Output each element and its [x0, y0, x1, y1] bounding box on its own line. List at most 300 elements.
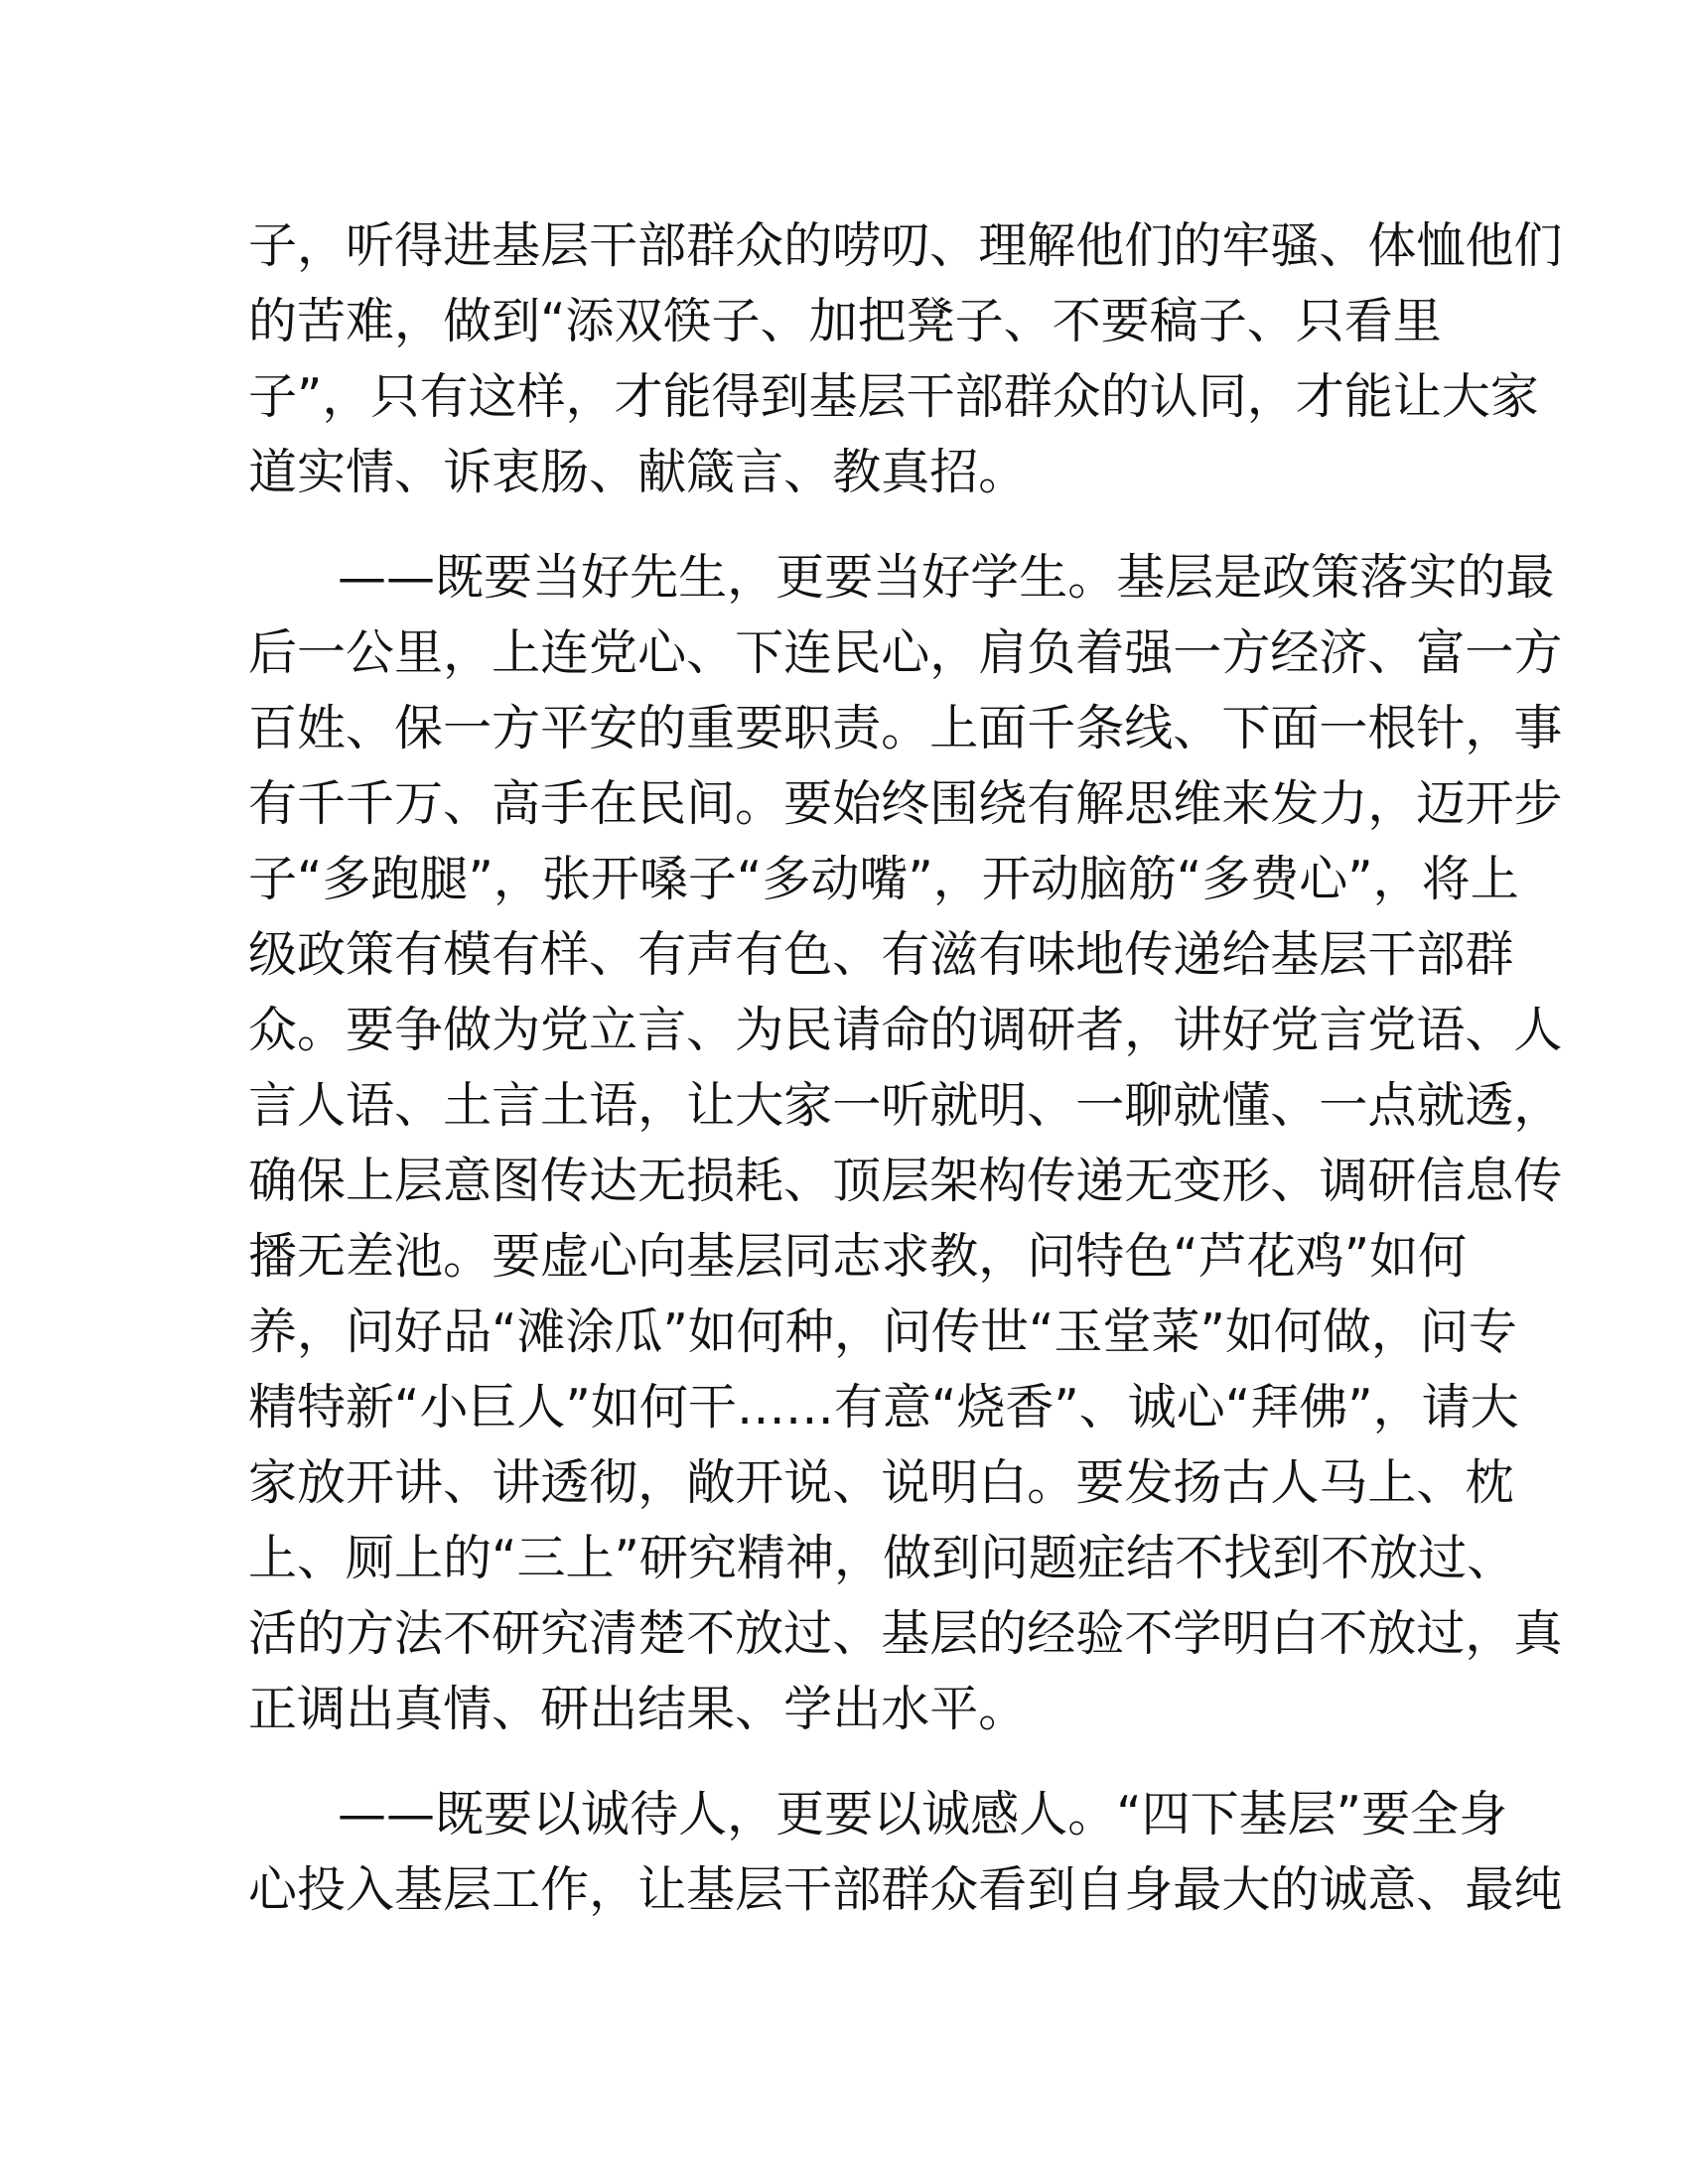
text-glyph: 经: [1270, 624, 1320, 681]
text-glyph: 。: [735, 775, 784, 832]
text-glyph: 绕: [978, 775, 1028, 832]
text-line: [248, 1219, 1468, 1295]
text-glyph: 、: [760, 293, 809, 349]
text-glyph: ，: [932, 851, 982, 907]
text-glyph: 凳: [906, 293, 955, 349]
text-glyph: “: [492, 1530, 517, 1586]
text-glyph: 。: [1067, 549, 1117, 606]
text-glyph: ，: [1246, 368, 1296, 425]
text-glyph: 要: [1100, 293, 1150, 349]
text-glyph: 添: [565, 293, 615, 349]
text-glyph: 干: [589, 217, 638, 274]
text-glyph: 不: [1319, 1605, 1368, 1662]
text-glyph: 党: [589, 624, 638, 681]
text-glyph: 、: [1467, 1530, 1516, 1586]
text-glyph: 箴: [686, 444, 736, 500]
text-glyph: 千: [297, 775, 347, 832]
text-glyph: 围: [929, 775, 979, 832]
text-glyph: 保: [297, 1153, 347, 1209]
text-glyph: 部: [832, 1861, 882, 1918]
text-glyph: 开: [735, 1454, 784, 1511]
text-glyph: 如: [1224, 1303, 1274, 1360]
paragraph-gap: [248, 1747, 1440, 1777]
text-glyph: 好: [1221, 1002, 1271, 1058]
text-glyph: 声: [686, 926, 736, 983]
text-glyph: 当: [873, 549, 922, 606]
text-glyph: 放: [1369, 1530, 1419, 1586]
text-glyph: 献: [637, 444, 687, 500]
text-glyph: ，: [833, 1530, 883, 1586]
text-glyph: 里: [394, 624, 444, 681]
text-glyph: 让: [686, 1077, 736, 1134]
text-glyph: 、: [1367, 624, 1417, 681]
text-glyph: 要: [492, 1228, 541, 1285]
text-glyph: 验: [1075, 1605, 1125, 1662]
text-glyph: “: [1029, 1303, 1055, 1360]
text-glyph: 。: [1027, 1454, 1076, 1511]
text-glyph: 真: [394, 1681, 444, 1737]
text-line: [248, 540, 1555, 615]
text-glyph: 当: [532, 549, 582, 606]
text-glyph: 厕: [346, 1530, 395, 1586]
text-glyph: 传: [1513, 1153, 1563, 1209]
text-glyph: 做: [1322, 1303, 1371, 1360]
text-glyph: 香: [1005, 1379, 1055, 1435]
text-glyph: 他: [1075, 217, 1125, 274]
text-glyph: 纯: [1513, 1861, 1563, 1918]
text-glyph: 子: [248, 851, 298, 907]
text-glyph: 既: [435, 549, 485, 606]
text-glyph: 实: [297, 444, 347, 500]
text-glyph: ，: [1372, 1379, 1422, 1435]
text-glyph: 彻: [589, 1454, 638, 1511]
text-glyph: 要: [1361, 1786, 1411, 1843]
text-glyph: ，: [727, 549, 776, 606]
text-glyph: 到: [760, 368, 809, 425]
text-glyph: 上: [1367, 1454, 1417, 1511]
text-glyph: 大: [735, 1077, 784, 1134]
text-glyph: 的: [1457, 549, 1506, 606]
text-glyph: 根: [1367, 700, 1417, 756]
text-line: [248, 1852, 1563, 1928]
text-glyph: 层: [735, 1228, 784, 1285]
text-glyph: ，: [1513, 1077, 1563, 1134]
text-glyph: 开: [1465, 775, 1514, 832]
text-glyph: 责: [832, 700, 882, 756]
text-glyph: 明: [978, 1077, 1028, 1134]
text-glyph: 唠: [832, 217, 882, 274]
text-glyph: 给: [1221, 926, 1271, 983]
text-glyph: 如: [1369, 1228, 1419, 1285]
text-glyph: 要: [824, 1786, 874, 1843]
text-glyph: 这: [468, 368, 517, 425]
text-glyph: 出: [346, 1681, 395, 1737]
text-glyph: ，: [978, 1228, 1028, 1285]
text-glyph: 才: [1295, 368, 1344, 425]
text-glyph: 他: [1465, 217, 1514, 274]
text-glyph: 职: [783, 700, 833, 756]
text-glyph: 群: [1465, 926, 1514, 983]
text-glyph: 有: [419, 368, 469, 425]
text-glyph: 意: [882, 1379, 931, 1435]
text-glyph: 。: [978, 444, 1028, 500]
text-glyph: 色: [783, 926, 833, 983]
text-glyph: 百: [248, 700, 298, 756]
text-glyph: 的: [637, 700, 687, 756]
text-glyph: 上: [1470, 851, 1519, 907]
text-glyph: 到: [1272, 1530, 1322, 1586]
text-glyph: 安: [589, 700, 638, 756]
text-glyph: 变: [1173, 1153, 1222, 1209]
text-glyph: 得: [394, 217, 444, 274]
text-glyph: 解: [1027, 217, 1076, 274]
text-line: [248, 917, 1514, 993]
text-glyph: 实: [1408, 549, 1458, 606]
text-glyph: 思: [1124, 775, 1174, 832]
text-glyph: 干: [687, 1379, 737, 1435]
text-glyph: …: [784, 1379, 834, 1435]
text-glyph: 双: [614, 293, 663, 349]
text-glyph: 的: [978, 1605, 1028, 1662]
text-glyph: 情: [443, 1681, 492, 1737]
text-glyph: 得: [711, 368, 761, 425]
text-glyph: 马: [1319, 1454, 1368, 1511]
text-glyph: 特: [1075, 1228, 1125, 1285]
text-glyph: 心: [881, 624, 930, 681]
paragraph-1: [248, 208, 1563, 510]
text-glyph: “: [736, 851, 763, 907]
text-glyph: —: [386, 549, 435, 606]
text-glyph: 以: [532, 1786, 582, 1843]
text-glyph: 基: [881, 1605, 930, 1662]
text-glyph: 、: [394, 1077, 444, 1134]
text-glyph: 多: [322, 851, 371, 907]
text-glyph: 到: [492, 293, 541, 349]
text-glyph: 经: [1027, 1605, 1076, 1662]
text-glyph: 差: [346, 1228, 395, 1285]
text-glyph: 堂: [1102, 1303, 1152, 1360]
text-glyph: 子: [954, 293, 1004, 349]
text-line: [248, 1596, 1563, 1672]
text-glyph: 待: [630, 1786, 679, 1843]
text-glyph: 下: [735, 624, 784, 681]
text-glyph: 腿: [419, 851, 469, 907]
text-glyph: 筋: [1127, 851, 1177, 907]
text-glyph: 达: [589, 1153, 638, 1209]
text-glyph: 层: [1165, 549, 1214, 606]
text-glyph: 构: [978, 1153, 1028, 1209]
text-glyph: 敞: [686, 1454, 736, 1511]
text-glyph: 重: [686, 700, 736, 756]
text-glyph: ，: [1372, 851, 1422, 907]
text-glyph: 感: [970, 1786, 1020, 1843]
text-glyph: 语: [1416, 1002, 1466, 1058]
text-glyph: 播: [248, 1228, 298, 1285]
text-glyph: 、: [1173, 700, 1222, 756]
text-glyph: 方: [492, 700, 541, 756]
text-glyph: 嘴: [859, 851, 909, 907]
text-glyph: 的: [1100, 368, 1150, 425]
text-glyph: 活: [248, 1605, 298, 1662]
text-glyph: 花: [1246, 1228, 1296, 1285]
text-glyph: 菜: [1151, 1303, 1200, 1360]
text-glyph: 请: [832, 1002, 882, 1058]
text-glyph: 一: [1075, 1077, 1125, 1134]
text-glyph: 。: [881, 700, 930, 756]
text-glyph: 基: [808, 368, 858, 425]
text-glyph: 们: [1513, 217, 1563, 274]
text-glyph: 部: [1416, 926, 1466, 983]
text-glyph: 好: [394, 1303, 444, 1360]
text-glyph: “: [297, 851, 323, 907]
text-glyph: 一: [1319, 1077, 1368, 1134]
text-glyph: 放: [735, 1605, 784, 1662]
text-glyph: 言: [637, 1002, 687, 1058]
text-glyph: 开: [346, 1454, 395, 1511]
text-glyph: 干: [1367, 926, 1417, 983]
text-glyph: ”: [1054, 1379, 1079, 1435]
text-glyph: 众: [248, 1002, 298, 1058]
text-glyph: 群: [881, 1861, 930, 1918]
text-glyph: 讲: [492, 1454, 541, 1511]
text-glyph: 虚: [540, 1228, 590, 1285]
text-glyph: 多: [1201, 851, 1251, 907]
text-glyph: 招: [929, 444, 979, 500]
text-glyph: 面: [1270, 700, 1320, 756]
text-glyph: 滩: [516, 1303, 566, 1360]
text-glyph: 情: [346, 444, 395, 500]
text-glyph: 公: [346, 624, 395, 681]
text-glyph: 、: [443, 775, 492, 832]
text-glyph: 专: [1468, 1303, 1517, 1360]
text-glyph: “: [930, 1379, 957, 1435]
text-glyph: 养: [248, 1303, 298, 1360]
text-glyph: ，: [297, 217, 347, 274]
text-glyph: 策: [346, 926, 395, 983]
text-glyph: 枕: [1465, 1454, 1514, 1511]
text-glyph: 向: [637, 1228, 687, 1285]
text-glyph: 身: [1124, 1861, 1174, 1918]
text-glyph: 最: [1173, 1861, 1222, 1918]
text-line: [248, 1370, 1519, 1445]
text-glyph: 高: [492, 775, 541, 832]
text-glyph: 步: [1513, 775, 1563, 832]
text-glyph: 土: [540, 1077, 590, 1134]
text-glyph: 、: [1465, 1002, 1514, 1058]
text-glyph: 诚: [1319, 1861, 1368, 1918]
text-glyph: ，: [1367, 775, 1417, 832]
text-glyph: 大: [1441, 368, 1490, 425]
text-glyph: 筷: [662, 293, 712, 349]
text-glyph: 土: [443, 1077, 492, 1134]
text-glyph: 、: [492, 1681, 541, 1737]
text-glyph: 、: [735, 1681, 784, 1737]
text-glyph: ”: [1347, 851, 1373, 907]
text-glyph: ，: [833, 1303, 883, 1360]
text-glyph: 学: [1173, 1605, 1222, 1662]
text-glyph: 色: [1124, 1228, 1174, 1285]
text-glyph: 动: [1030, 851, 1079, 907]
text-glyph: 一: [297, 624, 347, 681]
text-glyph: 全: [1410, 1786, 1460, 1843]
text-glyph: 作: [540, 1861, 590, 1918]
text-glyph: 问: [1027, 1228, 1076, 1285]
text-glyph: 点: [1367, 1077, 1417, 1134]
text-glyph: 。: [1067, 1786, 1117, 1843]
text-glyph: 众: [1052, 368, 1101, 425]
text-glyph: 不: [1175, 1530, 1224, 1586]
paragraph-gap: [248, 510, 1440, 540]
text-glyph: 连: [540, 624, 590, 681]
text-glyph: 、: [832, 1454, 882, 1511]
text-glyph: 同: [783, 1228, 833, 1285]
text-glyph: 始: [832, 775, 882, 832]
text-glyph: 面: [978, 700, 1028, 756]
text-glyph: ”: [662, 1303, 688, 1360]
text-glyph: 水: [881, 1681, 930, 1737]
text-glyph: 强: [1124, 624, 1174, 681]
text-glyph: 策: [1311, 549, 1360, 606]
text-glyph: 看: [1343, 293, 1393, 349]
text-glyph: 后: [248, 624, 298, 681]
text-glyph: 无: [637, 1153, 687, 1209]
text-glyph: 出: [589, 1681, 638, 1737]
text-glyph: 心: [1176, 1379, 1225, 1435]
text-glyph: 要: [484, 1786, 533, 1843]
text-glyph: 求: [881, 1228, 930, 1285]
text-glyph: 家: [783, 1077, 833, 1134]
text-glyph: 递: [1075, 1153, 1125, 1209]
text-glyph: 把: [857, 293, 907, 349]
text-glyph: 、: [686, 1002, 736, 1058]
text-glyph: 最: [1465, 1861, 1514, 1918]
text-glyph: 的: [1270, 1861, 1320, 1918]
text-glyph: 肠: [540, 444, 590, 500]
text-glyph: 们: [1124, 217, 1174, 274]
text-glyph: 到: [1027, 1861, 1076, 1918]
text-line: [248, 1445, 1514, 1521]
text-glyph: 症: [1077, 1530, 1127, 1586]
text-glyph: 只: [1295, 293, 1344, 349]
text-glyph: 何: [1273, 1303, 1323, 1360]
text-glyph: 做: [443, 1002, 492, 1058]
text-glyph: 、: [832, 926, 882, 983]
text-glyph: 透: [540, 1454, 590, 1511]
text-glyph: 传: [1027, 1153, 1076, 1209]
text-glyph: 部: [637, 217, 687, 274]
text-glyph: 基: [1238, 1786, 1288, 1843]
text-glyph: 一: [1319, 700, 1368, 756]
text-glyph: 一: [1173, 624, 1222, 681]
text-glyph: 样: [540, 926, 590, 983]
text-glyph: 何: [1418, 1228, 1468, 1285]
text-glyph: 正: [248, 1681, 298, 1737]
text-glyph: 不: [1124, 1605, 1174, 1662]
text-glyph: 一: [832, 1077, 882, 1134]
text-line: [248, 1777, 1508, 1852]
text-glyph: 千: [1027, 700, 1076, 756]
text-glyph: 就: [1416, 1077, 1466, 1134]
text-glyph: 在: [589, 775, 638, 832]
text-glyph: 诚: [921, 1786, 971, 1843]
text-glyph: 有: [978, 926, 1028, 983]
text-glyph: ，: [394, 293, 444, 349]
text-glyph: 是: [1213, 549, 1263, 606]
text-glyph: 、: [1027, 1077, 1076, 1134]
text-glyph: 民: [783, 1002, 833, 1058]
text-glyph: “: [1176, 851, 1202, 907]
text-glyph: 基: [686, 1861, 736, 1918]
text-line: [248, 284, 1440, 359]
text-glyph: “: [540, 293, 566, 349]
text-glyph: 牢: [1221, 217, 1271, 274]
text-glyph: 层: [881, 1153, 930, 1209]
text-glyph: 过: [1416, 1605, 1466, 1662]
text-glyph: 开: [981, 851, 1031, 907]
text-glyph: 神: [784, 1530, 834, 1586]
text-glyph: 子: [248, 217, 298, 274]
text-glyph: 果: [686, 1681, 736, 1737]
text-glyph: 言: [1319, 1002, 1368, 1058]
text-glyph: 问: [1419, 1303, 1469, 1360]
text-glyph: 肩: [978, 624, 1028, 681]
text-glyph: 地: [1075, 926, 1125, 983]
text-glyph: 手: [540, 775, 590, 832]
text-glyph: 要: [824, 549, 874, 606]
text-glyph: 研: [638, 1530, 688, 1586]
text-glyph: 政: [297, 926, 347, 983]
text-glyph: 看: [978, 1861, 1028, 1918]
text-glyph: 扬: [1173, 1454, 1222, 1511]
text-glyph: 烧: [956, 1379, 1006, 1435]
text-glyph: 、: [1270, 1077, 1320, 1134]
text-glyph: 调: [1319, 1153, 1368, 1209]
text-glyph: 自: [1075, 1861, 1125, 1918]
text-glyph: 部: [954, 368, 1004, 425]
text-glyph: 、: [297, 1530, 347, 1586]
text-glyph: 无: [1124, 1153, 1174, 1209]
text-glyph: 精: [248, 1379, 298, 1435]
text-glyph: 的: [248, 293, 298, 349]
text-glyph: 人: [678, 1786, 728, 1843]
text-glyph: 听: [346, 217, 395, 274]
text-glyph: 才: [614, 368, 663, 425]
text-glyph: 人: [1270, 1454, 1320, 1511]
text-glyph: ”: [614, 1530, 639, 1586]
text-glyph: 同: [1197, 368, 1247, 425]
text-glyph: 党: [540, 1002, 590, 1058]
text-glyph: 语: [589, 1077, 638, 1134]
text-line: [248, 1144, 1563, 1219]
text-glyph: 针: [1416, 700, 1466, 756]
text-glyph: 瓜: [614, 1303, 663, 1360]
text-glyph: 脑: [1078, 851, 1128, 907]
text-glyph: 诚: [581, 1786, 631, 1843]
text-glyph: 。: [443, 1228, 492, 1285]
text-line: [248, 1521, 1516, 1596]
text-glyph: 确: [248, 1153, 298, 1209]
text-glyph: 层: [857, 368, 907, 425]
text-glyph: 生: [678, 549, 728, 606]
text-glyph: 种: [784, 1303, 834, 1360]
text-glyph: 到: [930, 1530, 980, 1586]
text-glyph: 、: [783, 444, 833, 500]
text-glyph: 新: [346, 1379, 395, 1435]
text-glyph: 研: [540, 1681, 590, 1737]
text-glyph: ”: [908, 851, 933, 907]
text-glyph: 骚: [1270, 217, 1320, 274]
text-glyph: 好: [921, 549, 971, 606]
